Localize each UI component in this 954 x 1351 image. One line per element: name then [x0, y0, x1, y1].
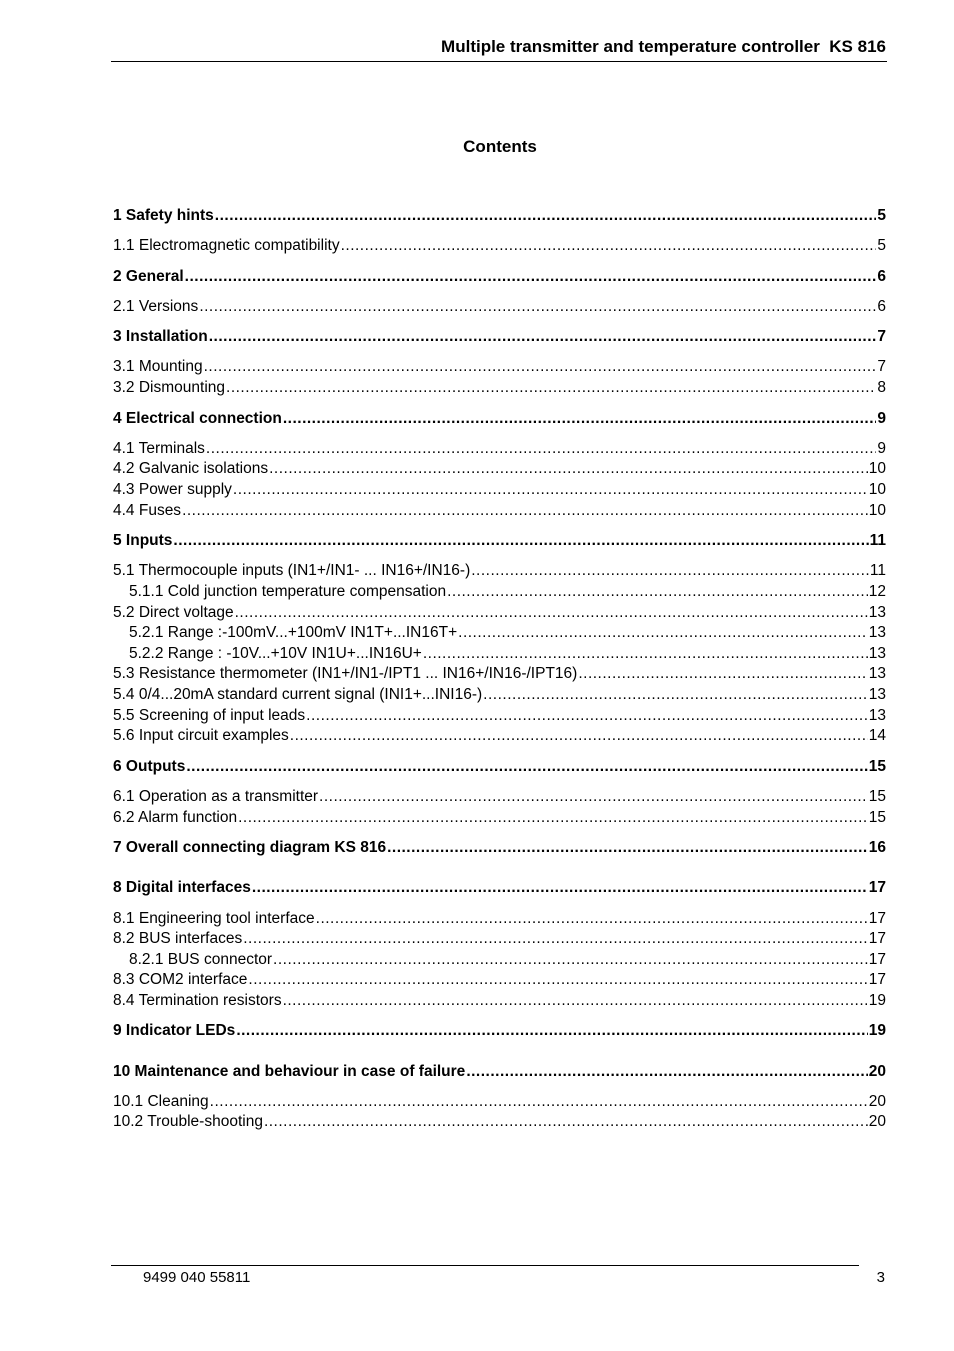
toc-entry[interactable] — [113, 561, 886, 581]
toc-dot-leader — [243, 929, 868, 949]
toc-entry[interactable] — [113, 909, 886, 929]
toc-dot-leader — [233, 480, 868, 500]
toc-dot-leader — [264, 1112, 868, 1132]
toc-entry-page: 11 — [869, 562, 886, 579]
toc-entry[interactable] — [113, 439, 886, 459]
toc-dot-leader — [238, 808, 868, 828]
toc-entry-title: 8.3 COM2 interface — [113, 971, 248, 988]
toc-entry-page: 20 — [868, 1063, 886, 1080]
toc-entry-page: 14 — [868, 727, 886, 744]
toc-entry[interactable] — [113, 459, 886, 479]
toc-entry-page: 13 — [868, 645, 886, 662]
toc-entry-title: 5.6 Input circuit examples — [113, 727, 289, 744]
toc-entry-page: 13 — [868, 624, 886, 641]
toc-entry-title: 4.2 Galvanic isolations — [113, 460, 269, 477]
toc-entry[interactable] — [113, 808, 886, 828]
toc-entry-title: 4.3 Power supply — [113, 481, 232, 498]
toc-dot-leader — [341, 236, 877, 256]
toc-dot-leader — [447, 582, 868, 602]
toc-dot-leader — [471, 561, 869, 581]
toc-dot-leader — [226, 378, 876, 398]
toc-dot-leader — [185, 267, 877, 287]
toc-dot-leader — [458, 623, 868, 643]
toc-entry-title: 4.4 Fuses — [113, 502, 182, 519]
toc-entry-title: 6 Outputs — [113, 758, 186, 775]
toc-entry-page: 6 — [877, 298, 886, 315]
toc-dot-leader — [306, 706, 868, 726]
toc-entry-page: 15 — [868, 809, 886, 826]
toc-dot-leader — [483, 685, 868, 705]
toc-entry-title: 2.1 Versions — [113, 298, 199, 315]
toc-dot-leader — [248, 970, 867, 990]
toc-entry[interactable] — [113, 236, 886, 256]
toc-entry[interactable] — [113, 991, 886, 1011]
toc-dot-leader — [578, 664, 867, 684]
toc-entry[interactable] — [113, 501, 886, 521]
toc-entry[interactable] — [113, 1062, 886, 1082]
toc-entry[interactable] — [113, 787, 886, 807]
toc-entry-page: 10 — [868, 460, 886, 477]
toc-entry-title: 2 General — [113, 268, 184, 285]
toc-entry-title: 5.1.1 Cold junction temperature compensation — [129, 583, 447, 600]
toc-entry-page: 13 — [868, 604, 886, 621]
toc-dot-leader — [319, 787, 868, 807]
toc-entry-title: 3.2 Dismounting — [113, 379, 226, 396]
toc-entry[interactable] — [113, 1092, 886, 1112]
toc-entry[interactable] — [113, 582, 886, 602]
toc-entry[interactable] — [113, 706, 886, 726]
toc-dot-leader — [283, 409, 877, 429]
toc-entry-title: 8.4 Termination resistors — [113, 992, 282, 1009]
toc-entry[interactable] — [113, 685, 886, 705]
toc-entry-page: 7 — [877, 328, 886, 345]
toc-entry[interactable] — [113, 726, 886, 746]
toc-entry-title: 4 Electrical connection — [113, 410, 282, 427]
contents-heading: Contents — [463, 137, 537, 156]
footer-divider — [111, 1265, 859, 1266]
toc-dot-leader — [215, 206, 877, 226]
toc-dot-leader — [209, 327, 877, 347]
toc-entry-page: 17 — [868, 879, 886, 896]
toc-entry-page: 15 — [868, 758, 886, 775]
toc-dot-leader — [252, 878, 868, 898]
toc-entry[interactable] — [113, 623, 886, 643]
toc-entry-page: 15 — [868, 788, 886, 805]
toc-entry-page: 17 — [868, 930, 886, 947]
toc-dot-leader — [316, 909, 868, 929]
toc-entry-title: 5.2.2 Range : -10V...+10V IN1U+...IN16U+ — [129, 645, 422, 662]
toc-entry-title: 5.1 Thermocouple inputs (IN1+/IN1- ... IN16+/IN16-) — [113, 562, 471, 579]
toc-entry-page: 16 — [868, 839, 886, 856]
toc-dot-leader — [273, 950, 868, 970]
toc-entry[interactable] — [113, 929, 886, 949]
toc-entry-page: 13 — [868, 707, 886, 724]
toc-entry-page: 17 — [868, 971, 886, 988]
toc-entry-title: 7 Overall connecting diagram KS 816 — [113, 839, 387, 856]
toc-entry-page: 7 — [877, 358, 886, 375]
toc-entry-title: 4.1 Terminals — [113, 440, 205, 457]
toc-entry-title: 8 Digital interfaces — [113, 879, 251, 896]
toc-entry-title: 9 Indicator LEDs — [113, 1022, 236, 1039]
toc-entry-page: 17 — [868, 951, 886, 968]
toc-entry[interactable] — [113, 1021, 886, 1041]
toc-entry-page: 11 — [869, 532, 886, 549]
toc-entry[interactable] — [113, 838, 886, 858]
toc-entry-title: 8.2.1 BUS connector — [129, 951, 273, 968]
toc-dot-leader — [199, 297, 876, 317]
toc-entry-page: 13 — [868, 686, 886, 703]
toc-entry-page: 5 — [877, 237, 886, 254]
toc-entry-title: 10.2 Trouble-shooting — [113, 1113, 263, 1130]
toc-dot-leader — [466, 1062, 867, 1082]
toc-dot-leader — [204, 357, 877, 377]
toc-dot-leader — [206, 439, 876, 459]
toc-entry-title: 6.1 Operation as a transmitter — [113, 788, 319, 805]
toc-entry-page: 20 — [868, 1093, 886, 1110]
toc-entry-title: 3 Installation — [113, 328, 208, 345]
toc-entry-title: 8.1 Engineering tool interface — [113, 910, 315, 927]
toc-entry[interactable] — [113, 970, 886, 990]
toc-entry-title: 5.2.1 Range :-100mV...+100mV IN1T+...IN16T+ — [129, 624, 458, 641]
toc-entry[interactable] — [113, 1112, 886, 1132]
toc-entry-title: 5.5 Screening of input leads — [113, 707, 306, 724]
toc-entry-page: 8 — [877, 379, 886, 396]
toc-dot-leader — [283, 991, 868, 1011]
toc-entry[interactable] — [113, 480, 886, 500]
toc-dot-leader — [236, 1021, 867, 1041]
toc-entry-title: 1.1 Electromagnetic compatibility — [113, 237, 340, 254]
toc-entry-page: 9 — [877, 440, 886, 457]
toc-entry-page: 10 — [868, 502, 886, 519]
toc-dot-leader — [173, 531, 868, 551]
toc-entry-page: 5 — [877, 207, 886, 224]
toc-entry-title: 10 Maintenance and behaviour in case of failure — [113, 1063, 466, 1080]
toc-entry[interactable] — [113, 206, 886, 226]
toc-entry[interactable] — [113, 664, 886, 684]
toc-dot-leader — [290, 726, 868, 746]
toc-entry[interactable] — [113, 327, 886, 347]
toc-entry-page: 19 — [868, 1022, 886, 1039]
toc-entry-title: 5.2 Direct voltage — [113, 604, 234, 621]
toc-entry-page: 6 — [877, 268, 886, 285]
toc-entry-title: 6.2 Alarm function — [113, 809, 238, 826]
toc-dot-leader — [235, 603, 868, 623]
toc-entry-title: 5 Inputs — [113, 532, 173, 549]
toc-entry-title: 5.4 0/4...20mA standard current signal (INI1+...INI16-) — [113, 686, 483, 703]
toc-dot-leader — [269, 459, 868, 479]
toc-entry[interactable] — [113, 378, 886, 398]
toc-entry-page: 9 — [877, 410, 886, 427]
header-divider — [111, 61, 887, 62]
toc-entry[interactable] — [113, 297, 886, 317]
footer-page-number: 3 — [876, 1269, 885, 1286]
toc-entry[interactable] — [113, 950, 886, 970]
footer-document-number: 9499 040 55811 — [143, 1269, 251, 1286]
toc-entry-title: 5.3 Resistance thermometer (IN1+/IN1-/IPT1 ... IN16+/IN16-/IPT16) — [113, 665, 578, 682]
toc-entry[interactable] — [113, 267, 886, 287]
page-header-title: Multiple transmitter and temperature controller KS 816 — [441, 37, 886, 56]
toc-entry-page: 19 — [868, 992, 886, 1009]
toc-dot-leader — [210, 1092, 868, 1112]
toc-entry-page: 12 — [868, 583, 886, 600]
toc-entry-page: 17 — [868, 910, 886, 927]
toc-entry[interactable] — [113, 409, 886, 429]
toc-entry[interactable] — [113, 757, 886, 777]
toc-dot-leader — [423, 644, 868, 664]
toc-entry-title: 10.1 Cleaning — [113, 1093, 209, 1110]
toc-entry-title: 1 Safety hints — [113, 207, 214, 224]
toc-entry[interactable] — [113, 644, 886, 664]
toc-entry-page: 20 — [868, 1113, 886, 1130]
toc-entry[interactable] — [113, 603, 886, 623]
toc-entry-page: 13 — [868, 665, 886, 682]
toc-entry-title: 3.1 Mounting — [113, 358, 203, 375]
toc-dot-leader — [186, 757, 867, 777]
toc-entry[interactable] — [113, 531, 886, 551]
toc-dot-leader — [387, 838, 868, 858]
toc-entry-title: 8.2 BUS interfaces — [113, 930, 243, 947]
toc-dot-leader — [182, 501, 868, 521]
toc-entry-page: 10 — [868, 481, 886, 498]
toc-entry[interactable] — [113, 878, 886, 898]
toc-entry[interactable] — [113, 357, 886, 377]
